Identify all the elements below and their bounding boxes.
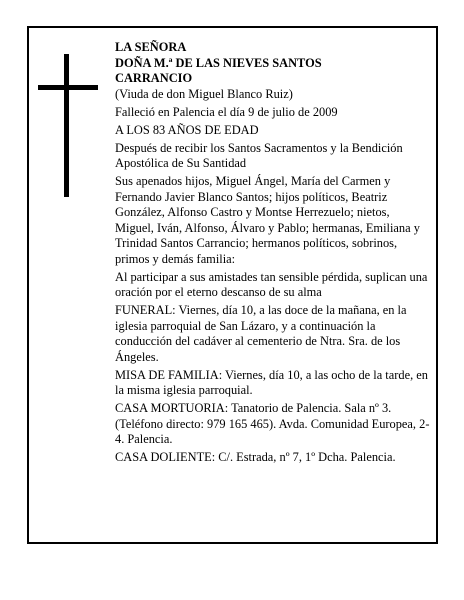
age-at-death: A LOS 83 AÑOS DE EDAD [115,122,259,137]
widow-of: (Viuda de don Miguel Blanco Ruiz) [115,86,293,101]
mortuary-info: CASA MORTUORIA: Tanatorio de Palencia. Sala nº 3. (Teléfono directo: 979 165 465). Avda. Comunidad Europea, 2-4. Palencia. [115,401,430,446]
family-mass-info: MISA DE FAMILIA: Viernes, día 10, a las ocho de la tarde, en la misma iglesia parroquial. [115,367,428,397]
funeral-info: FUNERAL: Viernes, día 10, a las doce de la mañana, en la iglesia parroquial de San Lázaro, y a continuación la conducción del cadáver al cementerio de Ntra. Sra. de los Ángeles. [115,303,407,364]
deceased-name-line2: CARRANCIO [115,71,193,85]
honorific: LA SEÑORA [115,40,187,54]
obituary-text [115,40,430,468]
sacraments-note: Después de recibir los Santos Sacramentos y la Bendición Apostólica de Su Santidad [115,140,403,170]
mourning-home-info: CASA DOLIENTE: C/. Estrada, nº 7, 1º Dcha. Palencia. [115,450,396,464]
cross-icon [38,54,98,197]
cross-horizontal-bar [38,85,98,90]
cross-vertical-bar [64,54,69,197]
deceased-name-line1: DOÑA M.ª DE LAS NIEVES SANTOS [115,55,322,70]
family-members: Sus apenados hijos, Miguel Ángel, María del Carmen y Fernando Javier Blanco Santos; hijos políticos, Beatriz González, Alfonso Castro y Montse Herrezuelo; nietos, Miguel, Iván, Alfonso, Álvaro y Pablo; hermanas, Emiliana y Trinidad Santos Carrancio; hermanos políticos, sobrinos, primos y demás familia: [115,174,420,266]
deceased-heading [115,40,430,87]
prayer-request: Al participar a sus amistades tan sensible pérdida, suplican una oración por el eterno descanso de su alma [115,269,428,299]
death-date: Falleció en Palencia el día 9 de julio de 2009 [115,104,338,119]
